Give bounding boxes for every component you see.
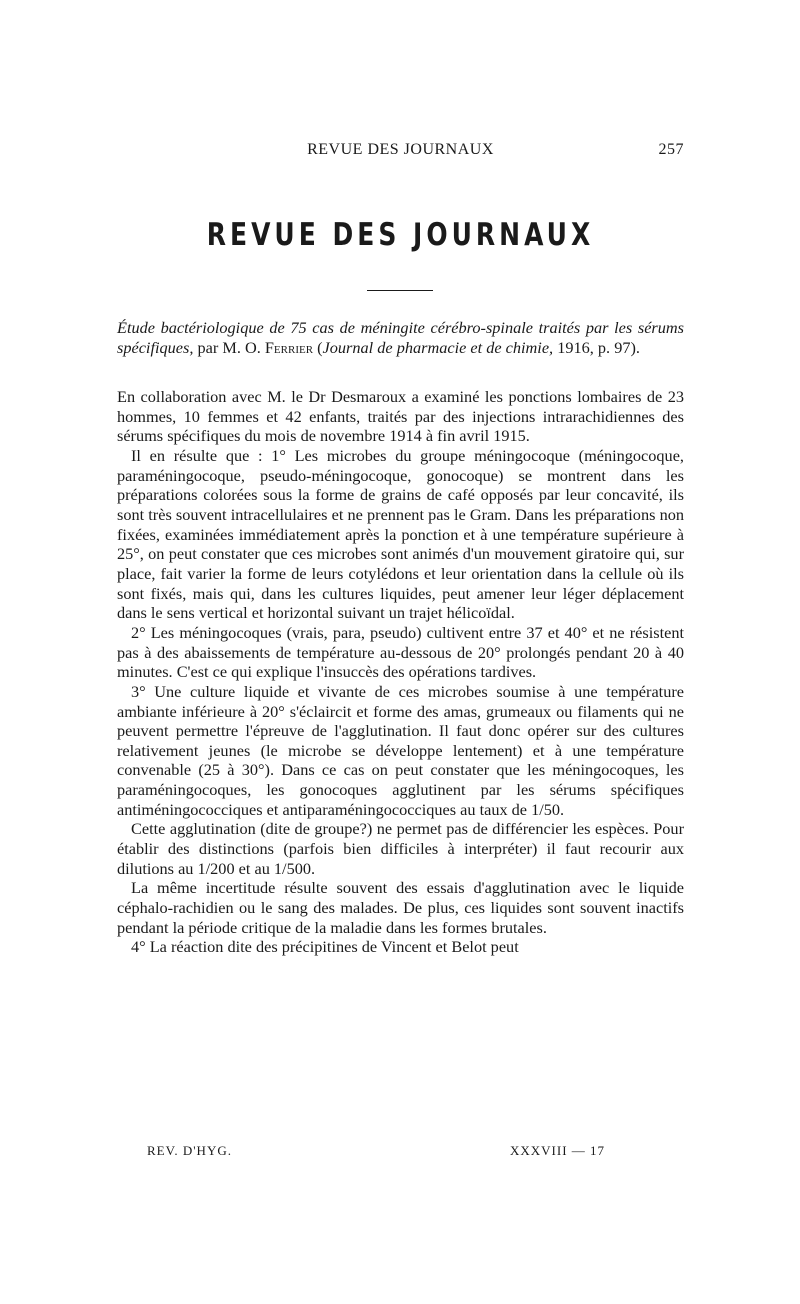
footer-signature: REV. D'HYG. [147,1143,232,1158]
title-divider [367,290,433,291]
paragraph: En collaboration avec M. le Dr Desmaroux a examiné les ponctions lombaires de 23 hommes, 10 femmes et 42 enfants, traités par des injections intrarachidiennes des sérums spécifiques du mois de novembre 1914 à fin avril 1915. [117,387,684,446]
paragraph: 2° Les méningocoques (vrais, para, pseudo) cultivent entre 37 et 40° et ne résistent pas à des abaissements de température au-dessous de 20° prolongés pendant 20 à 40 minutes. C'est ce qui explique l'insuccès des opérations tardives. [117,622,684,682]
section-title: REVUE DES JOURNAUX [206,216,595,253]
source-close: 1916, p. 97). [553,338,640,357]
paragraph: La même incertitude résulte souvent des essais d'agglutination avec le liquide céphalo-rachidien ou le sang des malades. De plus, ces liquides sont souvent inactifs pendant la période critique de la maladie dans les formes brutales. [117,878,684,937]
paragraph: 4° La réaction dite des précipitines de Vincent et Belot peut [131,937,519,957]
article-journal: Journal de pharmacie et de chimie, [322,338,554,357]
article-heading [117,318,684,358]
footer-sheet-number: XXXVIII — 17 [510,1143,606,1158]
paragraph: Il en résulte que : 1° Les microbes du groupe méningocoque (méningocoque, paraméningocoque, pseudo-méningocoque, gonocoque) se montrent dans les préparations colorées sous la forme de grains de café opposés par leur concavité, ils sont très souvent intracellulaires et ne prennent pas le Gram. Dans les préparations non fixées, examinées immédiatement après la ponction et à une température supérieure à 25°, on peut constater que ces microbes sont animés d'un mouvement giratoire qui, sur place, fait varier la forme de leurs cotylédons et leur orientation dans la cellule où ils sont fixés, mais qui, dans les cultures liquides, peut amener leur léger déplacement dans le sens vertical et horizontal suivant un trajet hélicoïdal. [117,445,684,623]
article-author: Ferrier [264,338,314,357]
article-byline: par M. O. [193,338,265,357]
article-body [117,387,684,957]
article-title: Étude bactériologique de 75 cas de méningite cérébro-spinale traités par les sérums spécifiques, [117,318,684,357]
paragraph: 3° Une culture liquide et vivante de ces microbes soumise à une température ambiante inférieure à 20° s'éclaircit et forme des amas, grumeaux ou filaments qui ne peuvent permettre l'épreuve de l'agglutination. Il faut donc opérer sur des cultures relativement jeunes (le microbe se développe lentement) et à une température convenable (25 à 30°). Dans ce cas on peut constater que les méningocoques, les paraméningocoques, les gonocoques agglutinent par les sérums spécifiques antiméningococciques et antiparaméningococciques au taux de 1/50. [117,681,684,819]
running-title: REVUE DES JOURNAUX [307,141,494,158]
paragraph: Cette agglutination (dite de groupe?) ne permet pas de différencier les espèces. Pour établir des distinctions (parfois bien difficiles à interpréter) il faut recourir aux dilutions au 1/200 et au 1/500. [117,819,684,878]
source-open: ( [313,338,323,357]
page-number: 257 [658,141,684,158]
